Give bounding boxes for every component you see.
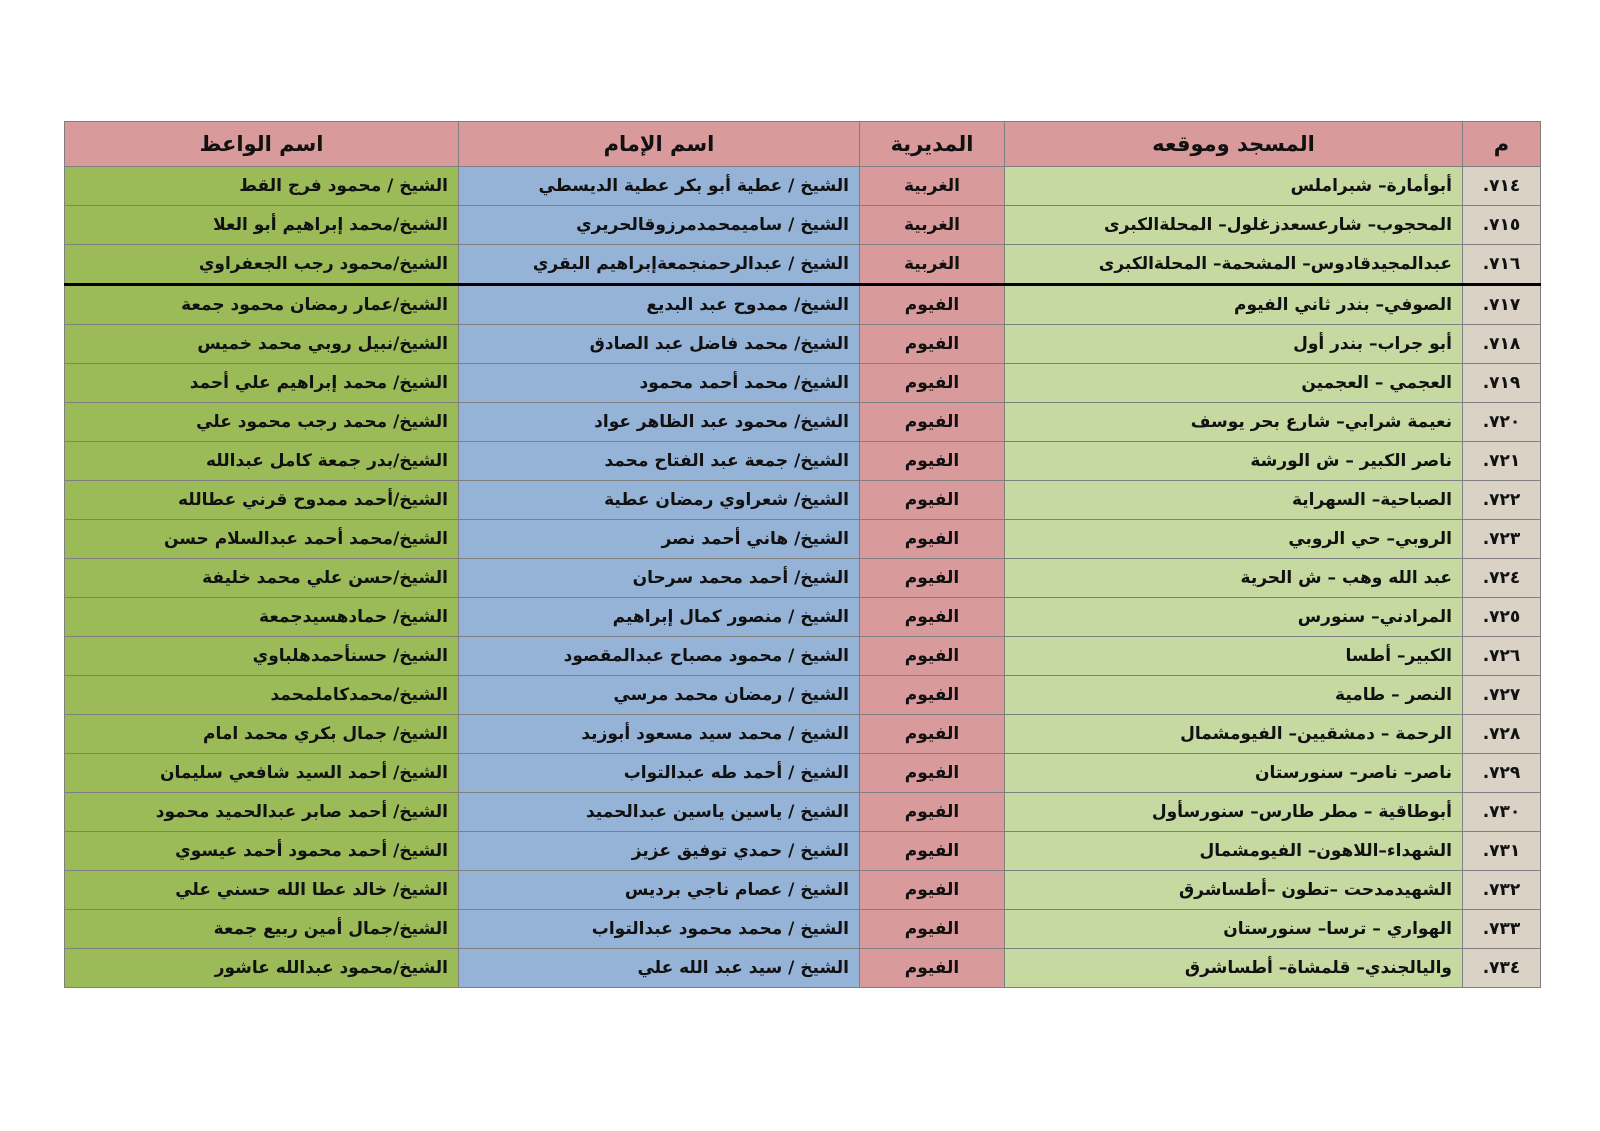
cell-preacher: الشيخ/ خالد عطا الله حسني علي (65, 871, 459, 910)
table-row (65, 325, 1541, 364)
cell-number: ٧٢٠. (1463, 403, 1541, 442)
table-row (65, 481, 1541, 520)
cell-mosque: المرادني– سنورس (1005, 598, 1463, 637)
table-row (65, 206, 1541, 245)
table-row (65, 832, 1541, 871)
table-row (65, 285, 1541, 325)
cell-preacher: الشيخ/ أحمد السيد شافعي سليمان (65, 754, 459, 793)
table-row (65, 793, 1541, 832)
cell-number: ٧٢٣. (1463, 520, 1541, 559)
cell-preacher: الشيخ/محمود عبدالله عاشور (65, 949, 459, 988)
cell-imam: الشيخ/ ممدوح عبد البديع (459, 285, 860, 325)
table-row (65, 442, 1541, 481)
cell-directorate: الفيوم (860, 910, 1005, 949)
cell-imam: الشيخ/ محمد أحمد محمود (459, 364, 860, 403)
table-row (65, 403, 1541, 442)
cell-preacher: الشيخ/محمدكاملمحمد (65, 676, 459, 715)
cell-imam: الشيخ / عصام ناجي برديس (459, 871, 860, 910)
table-row (65, 598, 1541, 637)
cell-preacher: الشيخ/أحمد ممدوح قرني عطالله (65, 481, 459, 520)
header-imam: اسم الإمام (459, 122, 860, 167)
cell-imam: الشيخ / سيد عبد الله علي (459, 949, 860, 988)
cell-number: ٧١٥. (1463, 206, 1541, 245)
cell-directorate: الفيوم (860, 559, 1005, 598)
cell-directorate: الفيوم (860, 481, 1005, 520)
cell-number: ٧٣٢. (1463, 871, 1541, 910)
header-preacher: اسم الواعظ (65, 122, 459, 167)
cell-imam: الشيخ/ هاني أحمد نصر (459, 520, 860, 559)
cell-mosque: الصباحية– السهراية (1005, 481, 1463, 520)
cell-directorate: الفيوم (860, 598, 1005, 637)
cell-mosque: واليالجندي– قلمشاة– أطساشرق (1005, 949, 1463, 988)
cell-mosque: عبدالمجيدقادوس– المشحمة– المحلةالكبرى (1005, 245, 1463, 285)
cell-directorate: الفيوم (860, 403, 1005, 442)
table-body (65, 167, 1541, 988)
cell-number: ٧٢١. (1463, 442, 1541, 481)
cell-directorate: الفيوم (860, 832, 1005, 871)
cell-number: ٧٢٢. (1463, 481, 1541, 520)
table-row (65, 364, 1541, 403)
header-mosque: المسجد وموقعه (1005, 122, 1463, 167)
cell-preacher: الشيخ/ محمد إبراهيم علي أحمد (65, 364, 459, 403)
cell-directorate: الفيوم (860, 871, 1005, 910)
cell-number: ٧١٧. (1463, 285, 1541, 325)
cell-directorate: الغربية (860, 206, 1005, 245)
cell-number: ٧٢٧. (1463, 676, 1541, 715)
cell-directorate: الفيوم (860, 520, 1005, 559)
cell-mosque: الشهداء–اللاهون– الفيومشمال (1005, 832, 1463, 871)
table-header-row (65, 122, 1541, 167)
cell-mosque: أبوأمارة– شبراملس (1005, 167, 1463, 206)
cell-imam: الشيخ/ محمد فاضل عبد الصادق (459, 325, 860, 364)
cell-preacher: الشيخ/جمال أمين ربيع جمعة (65, 910, 459, 949)
cell-directorate: الفيوم (860, 325, 1005, 364)
cell-directorate: الغربية (860, 167, 1005, 206)
cell-imam: الشيخ / منصور كمال إبراهيم (459, 598, 860, 637)
cell-mosque: عبد الله وهب – ش الحرية (1005, 559, 1463, 598)
table-row (65, 637, 1541, 676)
cell-mosque: الروبي– حي الروبي (1005, 520, 1463, 559)
cell-mosque: ناصر– ناصر– سنورستان (1005, 754, 1463, 793)
cell-imam: الشيخ / عبدالرحمنجمعةإبراهيم البقري (459, 245, 860, 285)
table-row (65, 871, 1541, 910)
cell-mosque: أبوطاقية – مطر طارس– سنورسأول (1005, 793, 1463, 832)
cell-preacher: الشيخ/محمد أحمد عبدالسلام حسن (65, 520, 459, 559)
cell-imam: الشيخ / رمضان محمد مرسي (459, 676, 860, 715)
cell-directorate: الفيوم (860, 285, 1005, 325)
cell-mosque: الكبير– أطسا (1005, 637, 1463, 676)
cell-directorate: الفيوم (860, 754, 1005, 793)
cell-directorate: الفيوم (860, 676, 1005, 715)
table-row (65, 167, 1541, 206)
cell-imam: الشيخ / محمد محمود عبدالتواب (459, 910, 860, 949)
table-row (65, 245, 1541, 285)
cell-number: ٧٢٦. (1463, 637, 1541, 676)
cell-mosque: الصوفي– بندر ثاني الفيوم (1005, 285, 1463, 325)
cell-number: ٧٣٣. (1463, 910, 1541, 949)
table-row (65, 754, 1541, 793)
cell-mosque: الهواري – ترسا– سنورستان (1005, 910, 1463, 949)
cell-imam: الشيخ/ أحمد محمد سرحان (459, 559, 860, 598)
cell-preacher: الشيخ/ حمادهسيدجمعة (65, 598, 459, 637)
table-row (65, 910, 1541, 949)
cell-preacher: الشيخ/محمود رجب الجعفراوي (65, 245, 459, 285)
cell-number: ٧١٤. (1463, 167, 1541, 206)
cell-number: ٧١٨. (1463, 325, 1541, 364)
cell-mosque: المحجوب– شارعسعدزغلول– المحلةالكبرى (1005, 206, 1463, 245)
cell-directorate: الفيوم (860, 949, 1005, 988)
cell-imam: الشيخ / محمود مصباح عبدالمقصود (459, 637, 860, 676)
cell-number: ٧١٦. (1463, 245, 1541, 285)
cell-directorate: الفيوم (860, 442, 1005, 481)
table-row (65, 520, 1541, 559)
header-number: م (1463, 122, 1541, 167)
cell-imam: الشيخ / ياسين ياسين عبدالحميد (459, 793, 860, 832)
cell-mosque: أبو جراب– بندر أول (1005, 325, 1463, 364)
cell-preacher: الشيخ/بدر جمعة كامل عبدالله (65, 442, 459, 481)
cell-preacher: الشيخ/ أحمد محمود أحمد عيسوي (65, 832, 459, 871)
cell-number: ٧١٩. (1463, 364, 1541, 403)
table-row (65, 559, 1541, 598)
cell-number: ٧٣١. (1463, 832, 1541, 871)
cell-preacher: الشيخ/ جمال بكري محمد امام (65, 715, 459, 754)
cell-preacher: الشيخ/ محمد رجب محمود علي (65, 403, 459, 442)
cell-preacher: الشيخ/حسن علي محمد خليفة (65, 559, 459, 598)
table-row (65, 949, 1541, 988)
cell-imam: الشيخ/ شعراوي رمضان عطية (459, 481, 860, 520)
cell-number: ٧٢٤. (1463, 559, 1541, 598)
cell-mosque: ناصر الكبير – ش الورشة (1005, 442, 1463, 481)
cell-number: ٧٢٩. (1463, 754, 1541, 793)
mosque-roster-table (64, 121, 1541, 988)
cell-preacher: الشيخ/محمد إبراهيم أبو العلا (65, 206, 459, 245)
header-directorate: المديرية (860, 122, 1005, 167)
cell-number: ٧٣٤. (1463, 949, 1541, 988)
cell-imam: الشيخ / عطية أبو بكر عطية الديسطي (459, 167, 860, 206)
cell-imam: الشيخ/ محمود عبد الظاهر عواد (459, 403, 860, 442)
cell-preacher: الشيخ / محمود فرج القط (65, 167, 459, 206)
cell-preacher: الشيخ/نبيل روبي محمد خميس (65, 325, 459, 364)
cell-imam: الشيخ/ جمعة عبد الفتاح محمد (459, 442, 860, 481)
cell-imam: الشيخ / أحمد طه عبدالتواب (459, 754, 860, 793)
cell-mosque: العجمي – العجمين (1005, 364, 1463, 403)
cell-mosque: النصر – طامية (1005, 676, 1463, 715)
cell-imam: الشيخ / حمدي توفيق عزيز (459, 832, 860, 871)
cell-directorate: الغربية (860, 245, 1005, 285)
cell-preacher: الشيخ/ أحمد صابر عبدالحميد محمود (65, 793, 459, 832)
cell-directorate: الفيوم (860, 364, 1005, 403)
cell-preacher: الشيخ/عمار رمضان محمود جمعة (65, 285, 459, 325)
table-row (65, 676, 1541, 715)
cell-number: ٧٢٨. (1463, 715, 1541, 754)
cell-mosque: الشهيدمدحت –تطون –أطساشرق (1005, 871, 1463, 910)
cell-preacher: الشيخ/ حسنأحمدهلباوي (65, 637, 459, 676)
cell-directorate: الفيوم (860, 715, 1005, 754)
cell-imam: الشيخ / محمد سيد مسعود أبوزيد (459, 715, 860, 754)
table-row (65, 715, 1541, 754)
cell-mosque: نعيمة شرابي– شارع بحر يوسف (1005, 403, 1463, 442)
cell-number: ٧٢٥. (1463, 598, 1541, 637)
cell-imam: الشيخ / ساميمحمدمرزوقالحريري (459, 206, 860, 245)
cell-mosque: الرحمة – دمشقيين– الفيومشمال (1005, 715, 1463, 754)
cell-directorate: الفيوم (860, 793, 1005, 832)
cell-number: ٧٣٠. (1463, 793, 1541, 832)
cell-directorate: الفيوم (860, 637, 1005, 676)
